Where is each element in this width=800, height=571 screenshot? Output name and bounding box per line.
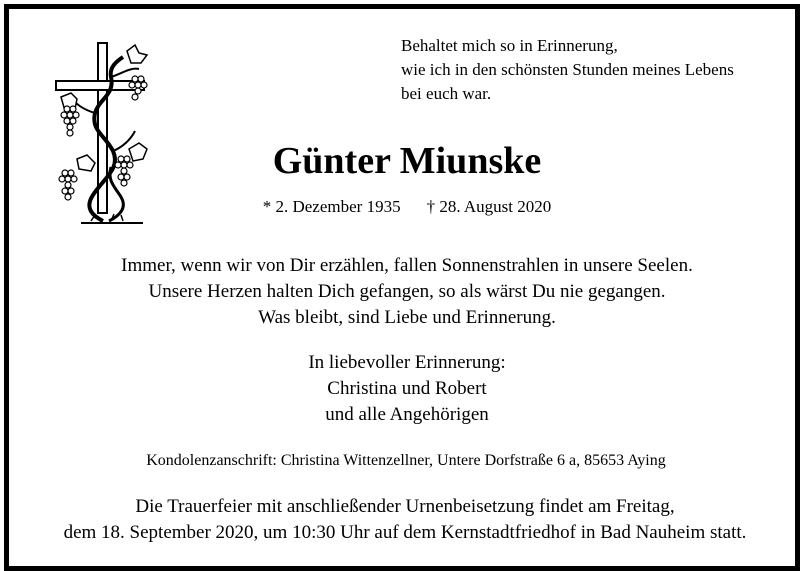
memorial-verse: [9, 253, 795, 331]
verse-line: Immer, wenn wir von Dir erzählen, fallen Sonnenstrahlen in unsere Seelen.: [121, 255, 693, 276]
mourners-signature: [9, 350, 795, 428]
verse-line: Was bleibt, sind Liebe und Erinnerung.: [258, 307, 556, 328]
motto-line: wie ich in den schönsten Stunden meines Lebens: [401, 60, 734, 79]
death-date: † 28. August 2020: [426, 197, 552, 216]
motto-quote: [401, 34, 791, 106]
condolence-address: Kondolenzanschrift: Christina Wittenzellner, Untere Dorfstraße 6 a, 85653 Aying: [146, 452, 666, 469]
funeral-service-notice: [9, 494, 795, 546]
service-line: Die Trauerfeier mit anschließender Urnenbeisetzung findet am Freitag,: [135, 496, 675, 517]
birth-date: * 2. Dezember 1935: [262, 197, 401, 216]
motto-line: Behaltet mich so in Erinnerung,: [401, 36, 618, 55]
life-dates: [9, 195, 795, 219]
motto-line: bei euch war.: [401, 84, 492, 103]
mourners-names: Christina und Robert: [327, 378, 487, 399]
verse-line: Unsere Herzen halten Dich gefangen, so als wärst Du nie gegangen.: [148, 281, 666, 302]
service-line: dem 18. September 2020, um 10:30 Uhr auf dem Kernstadtfriedhof in Bad Nauheim statt.: [63, 522, 747, 543]
obituary-frame: [4, 4, 800, 571]
mourners-intro: In liebevoller Erinnerung:: [308, 352, 506, 373]
mourners-others: und alle Angehörigen: [325, 404, 489, 425]
deceased-name: Günter Miunske: [272, 140, 542, 182]
